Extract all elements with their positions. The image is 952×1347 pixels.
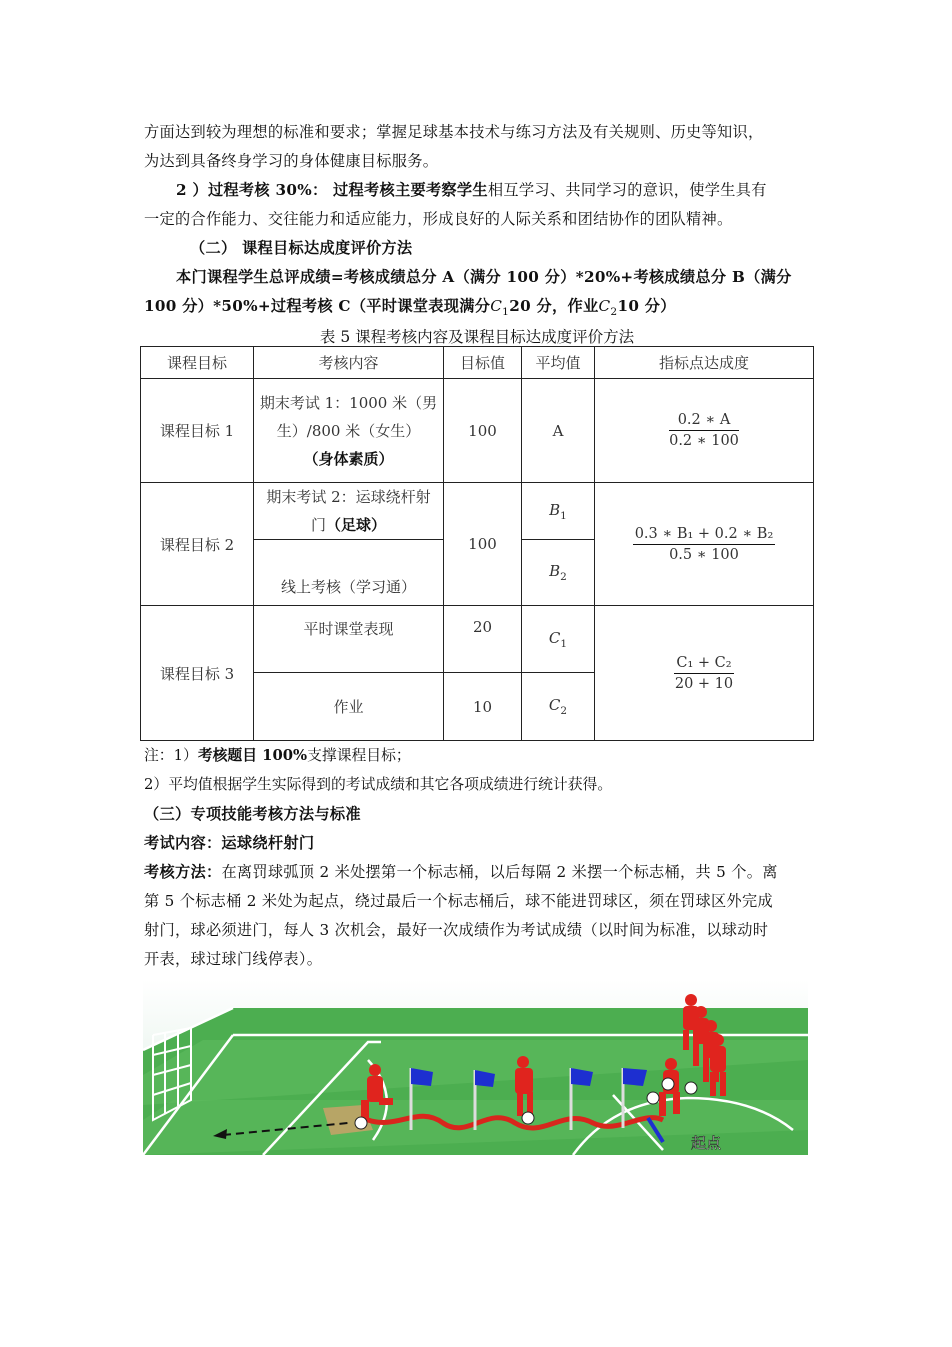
formula-paragraph-line2: 100 分）*50%+过程考核 C（平时课堂表现满分$C_120$ 分，作业$C_210$ 分）: [144, 297, 676, 319]
process-assessment-label: 2 ）过程考核 30%： 过程考核主要考察学生: [176, 181, 488, 199]
method-line: 考核方法：在离罚球弧顶 2 米处摆第一个标志桶，以后每隔 2 米摆一个标志桶，共 5 个。离: [144, 863, 778, 881]
content-cell: 线上考核（学习通）: [254, 540, 444, 606]
note-1: 注：1）考核题目 100%支撑课程目标；: [144, 747, 411, 764]
goal-cell: 课程目标 1: [141, 379, 254, 483]
table-header-row: [141, 347, 814, 379]
exam-content: 考试内容：运球绕杆射门: [144, 834, 315, 852]
fraction: $\frac{\text{0.3 ∗ B₁ + 0.2 ∗ B₂}}{0.5 ∗ 100}$: [634, 525, 774, 563]
average-cell: $C_2$: [522, 673, 595, 741]
header-cell: 指标点达成度: [595, 347, 814, 379]
paragraph-text: 相互学习、共同学习的意识，使学生具有: [487, 181, 767, 199]
target-cell: 20: [444, 606, 522, 673]
dribbling-drill-illustration: [143, 980, 808, 1155]
average-cell: $C_1$: [522, 606, 595, 673]
target-cell: 100: [444, 379, 522, 483]
average-cell: $B_1$: [522, 483, 595, 540]
paragraph-line: 方面达到较为理想的标准和要求；掌握足球基本技术与练习方法及有关规则、历史等知识，: [144, 123, 764, 141]
formula-cell: [595, 606, 814, 741]
header-cell: 平均值: [522, 347, 595, 379]
fraction: $\frac{\text{C₁ + C₂}}{20 + 10}$: [674, 654, 734, 692]
formula-paragraph-line1: 本门课程学生总评成绩=考核成绩总分 A（满分 100 分）*20%+考核成绩总分 B（满分: [176, 268, 792, 286]
method-line: 开表，球过球门线停表）。: [144, 950, 323, 968]
note-2: 2）平均值根据学生实际得到的考试成绩和其它各项成绩进行统计获得。: [144, 776, 613, 793]
table-caption: 表 5 课程考核内容及课程目标达成度评价方法: [319, 328, 635, 346]
target-cell: 100: [444, 483, 522, 606]
table-row: [141, 483, 814, 540]
content-cell: 平时课堂表现: [254, 606, 444, 673]
content-cell: 作业: [254, 673, 444, 741]
section-heading: （三）专项技能考核方法与标准: [144, 805, 361, 823]
paragraph-line: 为达到具备终身学习的身体健康目标服务。: [144, 152, 439, 170]
fraction: $\frac{0.2 ∗ A}{0.2 ∗ 100}$: [669, 412, 739, 449]
average-cell: A: [522, 379, 595, 483]
header-cell: 课程目标: [141, 347, 254, 379]
process-assessment-paragraph: [176, 176, 810, 204]
content-cell: 期末考试 1：1000 米（男 生）/800 米（女生） （身体素质）: [254, 379, 444, 483]
table-row: [141, 379, 814, 483]
average-cell: $B_2$: [522, 540, 595, 606]
goal-cell: 课程目标 2: [141, 483, 254, 606]
paragraph-line: 一定的合作能力、交往能力和适应能力，形成良好的人际关系和团结协作的团队精神。: [144, 210, 733, 228]
goal-cell: 课程目标 3: [141, 606, 254, 741]
header-cell: 考核内容: [254, 347, 444, 379]
method-line: 第 5 个标志桶 2 米处为起点，绕过最后一个标志桶后，球不能进罚球区，须在罚球区外完成: [144, 892, 773, 910]
formula-cell: [595, 483, 814, 606]
target-cell: 10: [444, 673, 522, 741]
content-cell: 期末考试 2：运球绕杆射 门（足球）: [254, 483, 444, 540]
table-row: [141, 606, 814, 673]
header-cell: 目标值: [444, 347, 522, 379]
assessment-table: [140, 346, 814, 741]
formula-cell: [595, 379, 814, 483]
method-line: 射门，球必须进门，每人 3 次机会，最好一次成绩作为考试成绩（以时间为标准，以球动时: [144, 921, 769, 939]
start-point-label: 起点: [691, 1134, 722, 1152]
section-heading: （二） 课程目标达成度评价方法: [190, 239, 413, 257]
